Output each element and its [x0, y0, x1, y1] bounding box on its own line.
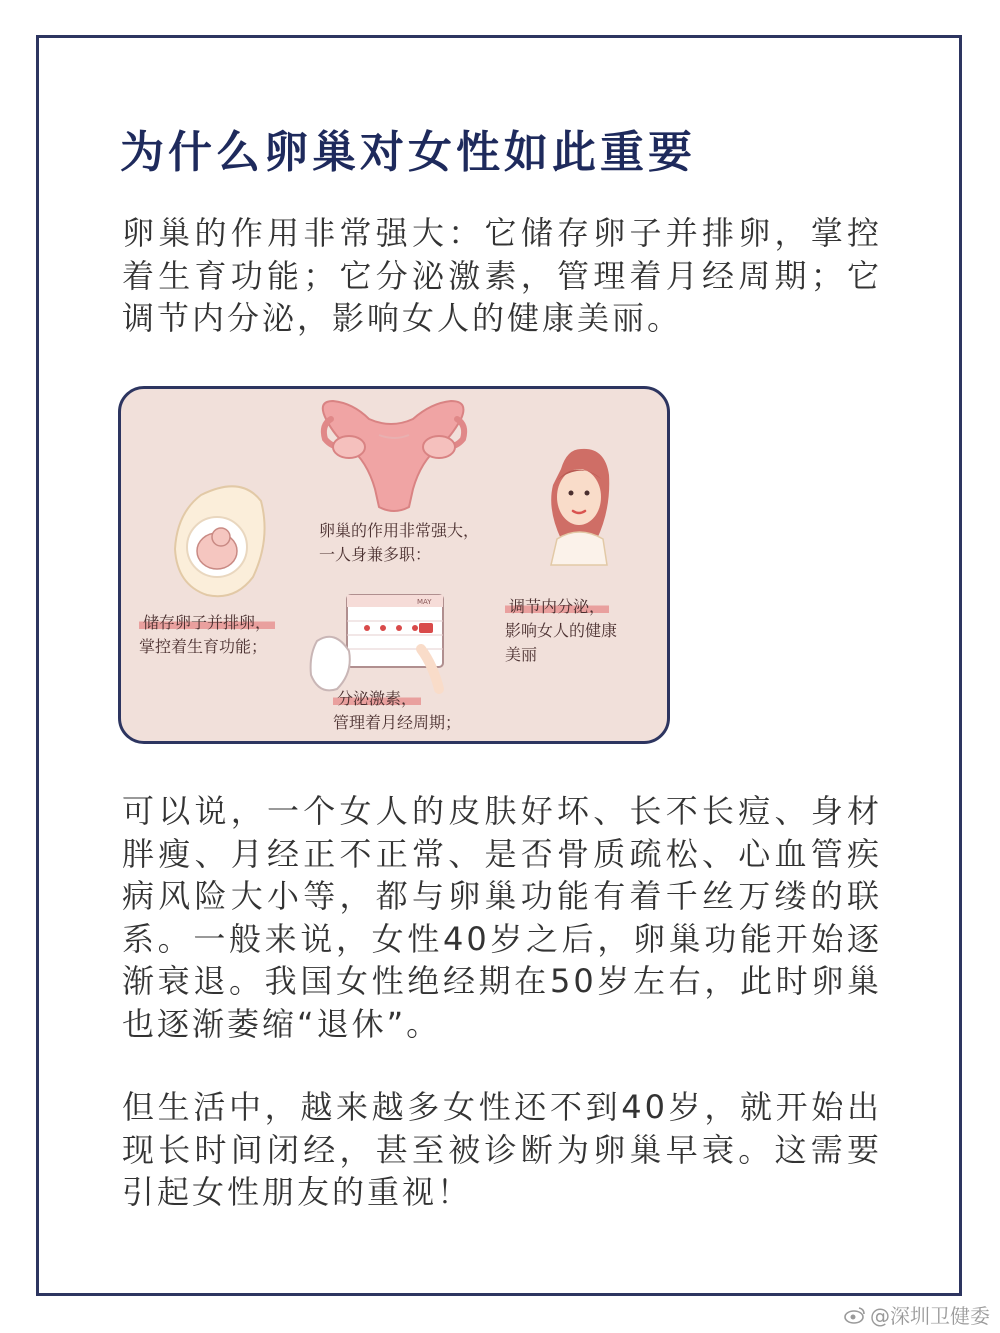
page-title: 为什么卵巢对女性如此重要: [120, 127, 696, 178]
caption-hormones: 分泌激素， 管理着月经周期；: [333, 689, 462, 732]
caption-endocrine: 调节内分泌， 影响女人的健康 美丽: [505, 597, 618, 664]
uterus-icon: [323, 401, 464, 511]
woman-portrait-icon: [551, 449, 609, 565]
body-paragraph-ovary-health: 可以说，一个女人的皮肤好坏、长不长痘、身材胖瘦、月经正不正常、是否骨质疏松、心血管疾病风险大小等，都与卵巢功能有着千丝万缕的联系。一般来说，女性40岁之后，卵巢功能开始逐渐衰退。我国女性绝经期在50岁左右，此时卵巢也逐渐萎缩“退休”。: [122, 792, 882, 1043]
watermark-text: @深圳卫健委: [870, 1304, 990, 1328]
weibo-watermark: [844, 1300, 990, 1329]
calendar-month: MAY: [417, 598, 432, 606]
caption-store-eggs: 储存卵子并排卵， 掌控着生育功能；: [139, 611, 275, 659]
weibo-icon: [844, 1306, 866, 1324]
fetus-icon: [175, 486, 265, 596]
caption-ovary-role: 卵巢的作用非常强大， 一人身兼多职：: [319, 521, 480, 564]
sanitary-pad-icon: [311, 637, 350, 691]
body-paragraph-early-failure: 但生活中，越来越多女性还不到40岁，就开始出现长时间闭经，甚至被诊断为卵巢早衰。这需要引起女性朋友的重视！: [122, 1088, 882, 1211]
calendar-icon: [347, 595, 443, 689]
ovary-function-illustration: [118, 386, 670, 744]
intro-paragraph: 卵巢的作用非常强大：它储存卵子并排卵，掌控着生育功能；它分泌激素，管理着月经周期；它调节内分泌，影响女人的健康美丽。: [122, 214, 882, 337]
